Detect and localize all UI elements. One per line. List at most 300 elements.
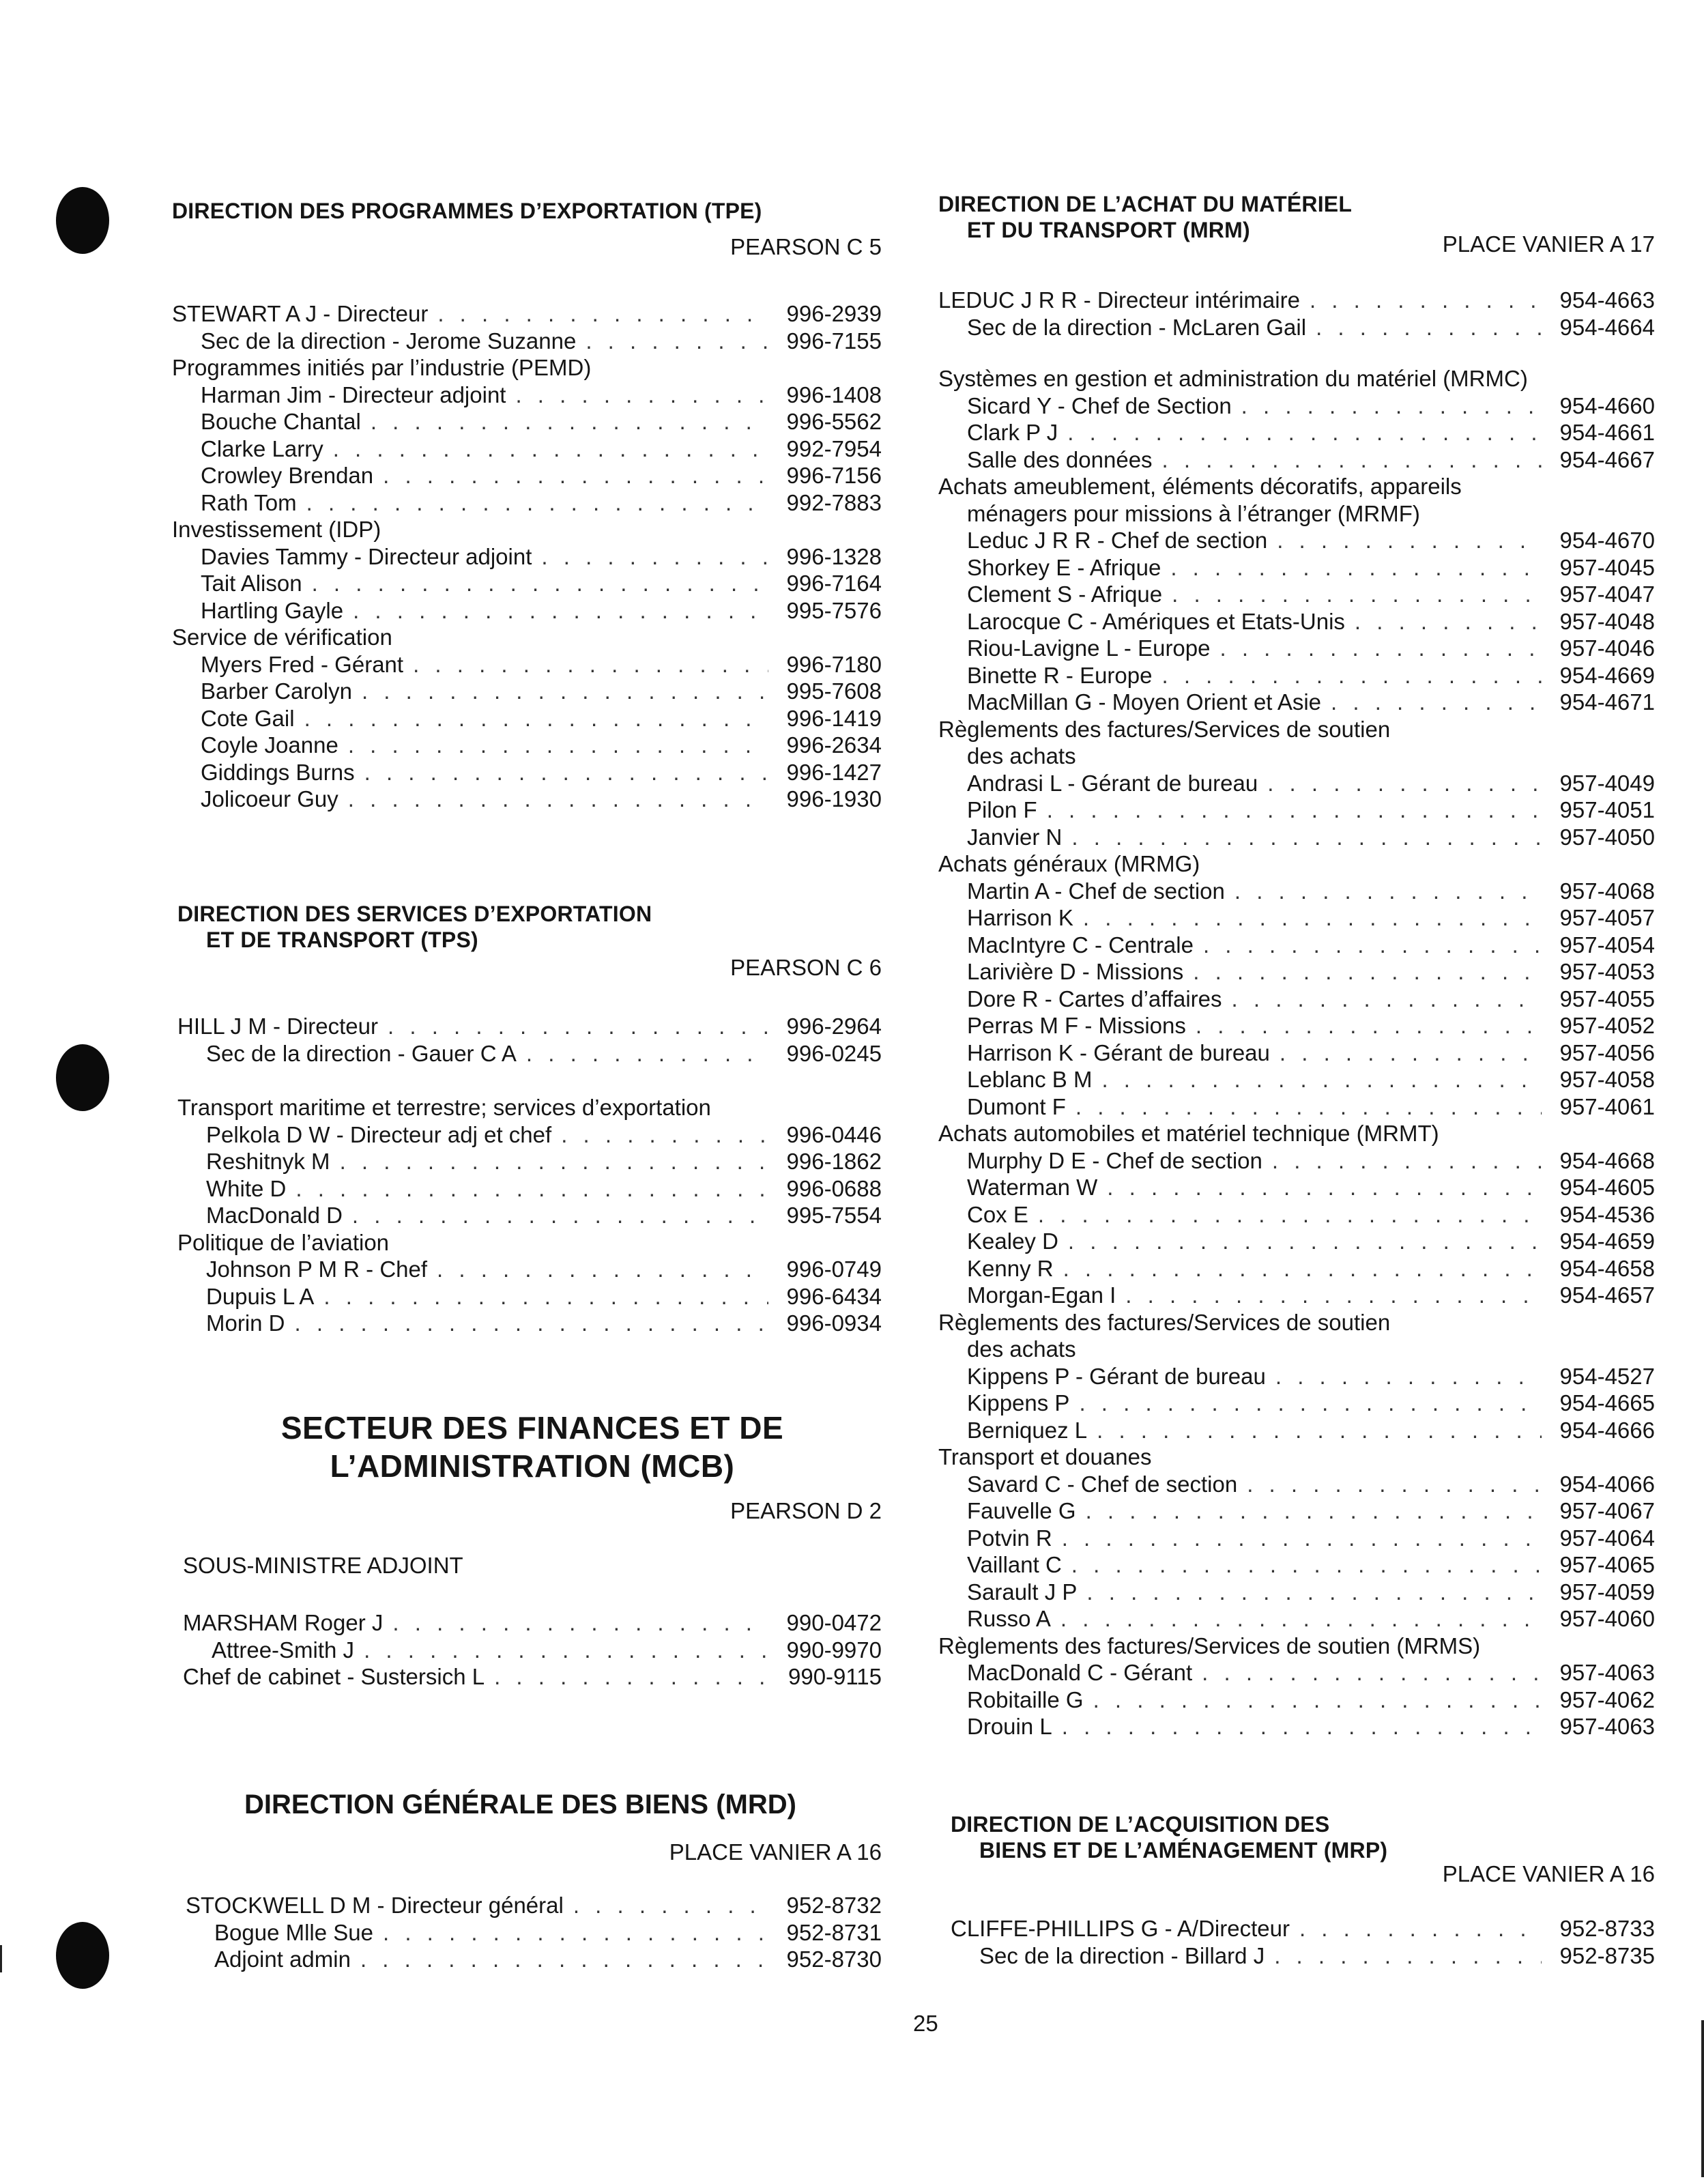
- dot-leader: [1101, 1066, 1542, 1093]
- entry-name: CLIFFE-PHILLIPS G - A/Directeur: [951, 1916, 1290, 1941]
- entry-phone: 996-0934: [786, 1310, 882, 1336]
- entry-phone: 954-4667: [1559, 446, 1655, 472]
- dot-leader: [1232, 986, 1542, 1013]
- group-heading: Achats automobiles et matériel technique (MRMT): [938, 1121, 1439, 1146]
- entry-name: Cote Gail: [201, 705, 295, 731]
- section-location: PEARSON C 6: [730, 955, 882, 980]
- dot-leader: [1280, 1039, 1542, 1067]
- section-location: PLACE VANIER A 16: [1442, 1861, 1655, 1886]
- entry-name: Larivière D - Missions: [967, 959, 1184, 984]
- section-mrm: [938, 191, 1655, 1740]
- directory-entry: [938, 689, 1655, 716]
- directory-entry: [938, 554, 1655, 581]
- group-heading: Règlements des factures/Services de soutien des achats: [938, 716, 1391, 768]
- entry-phone: 957-4059: [1559, 1579, 1655, 1605]
- entry-name: Harrison K: [967, 905, 1073, 930]
- dot-leader: [541, 543, 768, 571]
- directory-entry: [938, 1363, 1655, 1390]
- entry-phone: 995-7576: [786, 597, 882, 623]
- directory-entry: [938, 1390, 1655, 1417]
- entry-name: Berniquez L: [967, 1417, 1088, 1443]
- section-title: DIRECTION DES SERVICES D’EXPORTATION ET DE TRANSPORT (TPS): [177, 902, 652, 952]
- section-mrp: [951, 1811, 1655, 1969]
- directory-list: [186, 1892, 882, 1973]
- entry-name: White D: [206, 1175, 287, 1201]
- entry-name: Perras M F - Missions: [967, 1013, 1186, 1038]
- dot-leader: [312, 570, 768, 597]
- dot-leader: [392, 1609, 768, 1637]
- entry-phone: 957-4063: [1559, 1660, 1655, 1685]
- dot-leader: [306, 489, 768, 517]
- dot-leader: [333, 435, 768, 463]
- dot-leader: [1193, 958, 1542, 986]
- directory-entry: [938, 1579, 1655, 1606]
- dot-leader: [388, 1013, 768, 1040]
- directory-entry: [172, 786, 882, 813]
- group-heading: Transport et douanes: [938, 1444, 1152, 1469]
- section-location: PEARSON C 5: [730, 234, 882, 259]
- directory-entry: [938, 770, 1655, 797]
- entry-phone: 996-1328: [786, 543, 882, 569]
- entry-phone: 954-4536: [1559, 1201, 1655, 1227]
- entry-name: Chef de cabinet - Sustersich L: [183, 1664, 485, 1689]
- entry-name: Salle des données: [967, 446, 1153, 472]
- dot-leader: [1355, 608, 1542, 635]
- entry-name: Bouche Chantal: [201, 409, 361, 434]
- dot-leader: [1107, 1174, 1542, 1201]
- directory-entry: [938, 446, 1655, 474]
- section-title: DIRECTION DE L’ACQUISITION DES BIENS ET DE L’AMÉNAGEMENT (MRP): [951, 1812, 1388, 1863]
- entry-phone: 996-7164: [786, 571, 882, 596]
- scan-edge-mark: [0, 1945, 2, 1972]
- entry-phone: 954-4663: [1559, 287, 1655, 313]
- directory-entry: [938, 635, 1655, 662]
- directory-entry: [172, 570, 882, 597]
- dot-leader: [383, 1919, 768, 1946]
- entry-phone: 990-9970: [786, 1637, 882, 1663]
- entry-name: Kenny R: [967, 1255, 1054, 1281]
- group-heading: Transport maritime et terrestre; services d’exportation: [177, 1095, 711, 1120]
- entry-phone: 954-4664: [1559, 314, 1655, 340]
- entry-phone: 996-6434: [786, 1283, 882, 1309]
- entry-phone: 954-4657: [1559, 1282, 1655, 1308]
- directory-entry: [172, 462, 882, 489]
- directory-entry: [938, 1686, 1655, 1714]
- entry-name: Sec de la direction - Billard J: [979, 1942, 1265, 1968]
- entry-phone: 957-4046: [1559, 635, 1655, 661]
- directory-entry: [938, 1228, 1655, 1255]
- entry-name: Russo A: [967, 1606, 1051, 1631]
- entry-phone: 996-2939: [786, 301, 882, 326]
- directory-entry: [172, 300, 882, 328]
- directory-entry: [938, 1713, 1655, 1740]
- section-location: PEARSON D 2: [730, 1498, 882, 1523]
- entry-name: Morgan-Egan I: [967, 1282, 1116, 1308]
- entry-name: Myers Fred - Gérant: [201, 651, 404, 677]
- dot-leader: [1162, 446, 1542, 474]
- dot-leader: [1234, 878, 1542, 905]
- directory-entry: [172, 759, 882, 786]
- entry-phone: 996-1408: [786, 382, 882, 407]
- directory-entry: [938, 958, 1655, 986]
- directory-entry: [938, 1093, 1655, 1121]
- dot-leader: [1125, 1282, 1542, 1309]
- directory-entry: [172, 328, 882, 355]
- entry-name: Sec de la direction - Jerome Suzanne: [201, 328, 577, 354]
- entry-name: Robitaille G: [967, 1686, 1084, 1712]
- directory-entry: [938, 1012, 1655, 1039]
- entry-name: Andrasi L - Gérant de bureau: [967, 770, 1258, 796]
- group-heading: Règlements des factures/Services de soutien (MRMS): [938, 1633, 1481, 1658]
- entry-phone: 957-4063: [1559, 1714, 1655, 1739]
- entry-phone: 996-0245: [786, 1040, 882, 1066]
- entry-phone: 957-4054: [1559, 932, 1655, 958]
- entry-name: Pelkola D W - Directeur adj et chef: [206, 1121, 552, 1147]
- entry-name: Drouin L: [967, 1714, 1052, 1739]
- entry-phone: 954-4605: [1559, 1175, 1655, 1200]
- entry-phone: 957-4065: [1559, 1552, 1655, 1577]
- entry-name: Bogue Mlle Sue: [214, 1919, 373, 1945]
- entry-name: Dupuis L A: [206, 1283, 315, 1309]
- directory-entry: [938, 392, 1655, 420]
- directory-entry: [183, 1609, 882, 1637]
- entry-name: Kippens P - Gérant de bureau: [967, 1363, 1266, 1389]
- dot-leader: [364, 1637, 768, 1664]
- section-title: DIRECTION DE L’ACHAT DU MATÉRIEL ET DU TRANSPORT (MRM): [938, 192, 1353, 242]
- entry-phone: 954-4666: [1559, 1417, 1655, 1443]
- entry-phone: 954-4669: [1559, 662, 1655, 688]
- entry-name: Clarke Larry: [201, 435, 323, 461]
- section-title: DIRECTION DES PROGRAMMES D’EXPORTATION (TPE): [172, 199, 762, 223]
- dot-leader: [1060, 1605, 1542, 1633]
- entry-phone: 952-8733: [1559, 1916, 1655, 1941]
- entry-phone: 996-1419: [786, 705, 882, 731]
- dot-leader: [1220, 635, 1542, 662]
- dot-leader: [1274, 1942, 1542, 1970]
- dot-leader: [1047, 796, 1542, 824]
- entry-name: Kealey D: [967, 1228, 1058, 1254]
- entry-phone: 957-4064: [1559, 1525, 1655, 1551]
- dot-leader: [1093, 1686, 1542, 1714]
- directory-entry: [938, 1551, 1655, 1579]
- dot-leader: [1097, 1417, 1542, 1444]
- directory-entry: [938, 878, 1655, 905]
- dot-leader: [437, 300, 768, 328]
- directory-entry: [186, 1892, 882, 1919]
- entry-phone: 992-7954: [786, 435, 882, 461]
- group-heading: Service de vérification: [172, 624, 392, 650]
- entry-name: Morin D: [206, 1310, 285, 1336]
- dot-leader: [1068, 1228, 1542, 1255]
- directory-entry: [938, 932, 1655, 959]
- entry-phone: 954-4660: [1559, 392, 1655, 418]
- directory-entry: [938, 1605, 1655, 1633]
- binder-hole: [56, 1044, 109, 1111]
- dot-leader: [353, 597, 768, 624]
- directory-entry: [938, 1039, 1655, 1067]
- entry-name: Cox E: [967, 1201, 1028, 1227]
- dot-leader: [340, 1148, 768, 1175]
- section-tpe: [172, 198, 882, 813]
- dot-leader: [1196, 1012, 1542, 1039]
- entry-phone: 957-4068: [1559, 878, 1655, 904]
- entry-phone: 957-4045: [1559, 554, 1655, 580]
- dot-leader: [383, 462, 768, 489]
- page-number: 25: [913, 2011, 938, 2036]
- entry-phone: 996-0446: [786, 1121, 882, 1147]
- directory-entry: [938, 287, 1655, 314]
- dot-leader: [348, 786, 768, 813]
- entry-name: Leblanc B M: [967, 1067, 1093, 1092]
- entry-name: Pilon F: [967, 797, 1037, 822]
- entry-name: Rath Tom: [201, 489, 297, 515]
- entry-phone: 954-4658: [1559, 1255, 1655, 1281]
- directory-entry: [938, 1201, 1655, 1228]
- entry-phone: 954-4659: [1559, 1228, 1655, 1254]
- entry-name: MacIntyre C - Centrale: [967, 932, 1194, 958]
- dot-leader: [1038, 1201, 1542, 1228]
- dot-leader: [1079, 1390, 1542, 1417]
- directory-entry: [938, 986, 1655, 1013]
- directory-entry: [938, 1471, 1655, 1498]
- entry-phone: 990-0472: [786, 1610, 882, 1635]
- dot-leader: [1275, 1363, 1542, 1390]
- directory-entry: [177, 1310, 882, 1337]
- dot-leader: [348, 732, 768, 759]
- entry-phone: 957-4050: [1559, 824, 1655, 850]
- directory-entry: [172, 408, 882, 435]
- entry-phone: 952-8732: [786, 1893, 882, 1918]
- entry-phone: 957-4055: [1559, 986, 1655, 1011]
- dot-leader: [1063, 1255, 1542, 1282]
- entry-name: HILL J M - Directeur: [177, 1014, 379, 1039]
- entry-name: Coyle Joanne: [201, 732, 338, 758]
- directory-entry: [938, 1147, 1655, 1175]
- dot-leader: [1247, 1471, 1542, 1498]
- directory-entry: [186, 1919, 882, 1946]
- entry-name: Harman Jim - Directeur adjoint: [201, 382, 506, 407]
- directory-entry: [938, 608, 1655, 635]
- directory-entry: [177, 1121, 882, 1149]
- directory-entry: [938, 904, 1655, 932]
- entry-phone: 990-9115: [788, 1664, 882, 1689]
- directory-entry: [938, 1066, 1655, 1093]
- directory-entry: [183, 1637, 882, 1664]
- entry-phone: 957-4060: [1559, 1606, 1655, 1631]
- directory-entry: [938, 1255, 1655, 1282]
- entry-name: Vaillant C: [967, 1552, 1062, 1577]
- entry-name: Clement S - Afrique: [967, 581, 1163, 607]
- entry-name: LEDUC J R R - Directeur intérimaire: [938, 287, 1300, 313]
- entry-phone: 996-0749: [786, 1256, 882, 1282]
- entry-phone: 957-4049: [1559, 770, 1655, 796]
- dot-leader: [526, 1040, 768, 1067]
- dot-leader: [1071, 1551, 1542, 1579]
- directory-entry: [938, 314, 1655, 341]
- group-heading: Investissement (IDP): [172, 517, 381, 542]
- directory-entry: [938, 824, 1655, 851]
- directory-entry: [172, 489, 882, 517]
- entry-name: Larocque C - Amériques et Etats-Unis: [967, 608, 1345, 634]
- directory-list: [177, 1013, 882, 1067]
- entry-name: Fauvelle G: [967, 1498, 1076, 1523]
- dot-leader: [1086, 1497, 1542, 1525]
- entry-phone: 996-1862: [786, 1149, 882, 1174]
- dot-leader: [1067, 419, 1542, 446]
- directory-entry: [172, 678, 882, 705]
- entry-name: Giddings Burns: [201, 759, 355, 785]
- directory-entry: [177, 1202, 882, 1229]
- entry-phone: 957-4067: [1559, 1498, 1655, 1523]
- entry-phone: 954-4665: [1559, 1390, 1655, 1416]
- dot-leader: [1172, 581, 1542, 608]
- entry-name: Janvier N: [967, 824, 1063, 850]
- directory-entry: [938, 581, 1655, 608]
- dot-leader: [573, 1892, 768, 1919]
- entry-phone: 996-2634: [786, 732, 882, 758]
- directory-entry: [951, 1942, 1655, 1970]
- directory-entry: [938, 1417, 1655, 1444]
- entry-name: Crowley Brendan: [201, 463, 374, 488]
- entry-name: Martin A - Chef de section: [967, 878, 1225, 904]
- directory-list: [938, 287, 1655, 341]
- entry-name: Johnson P M R - Chef: [206, 1256, 428, 1282]
- entry-name: MacDonald C - Gérant: [967, 1660, 1193, 1685]
- section-location: PLACE VANIER A 17: [1442, 231, 1655, 257]
- entry-phone: 996-1427: [786, 759, 882, 785]
- entry-name: Dore R - Cartes d’affaires: [967, 986, 1222, 1011]
- dot-leader: [1203, 932, 1542, 959]
- section-location: PLACE VANIER A 16: [669, 1839, 882, 1865]
- entry-phone: 952-8735: [1559, 1942, 1655, 1968]
- entry-name: Attree-Smith J: [212, 1637, 355, 1663]
- directory-entry: [177, 1256, 882, 1283]
- entry-name: MacDonald D: [206, 1203, 343, 1228]
- directory-entry: [951, 1915, 1655, 1942]
- entry-phone: 957-4051: [1559, 797, 1655, 822]
- entry-name: Sicard Y - Chef de Section: [967, 392, 1232, 418]
- entry-name: Barber Carolyn: [201, 678, 352, 704]
- dot-leader: [1331, 689, 1542, 716]
- entry-phone: 996-1930: [786, 786, 882, 811]
- entry-phone: 992-7883: [786, 489, 882, 515]
- entry-phone: 996-2964: [786, 1014, 882, 1039]
- section-subtitle: SOUS-MINISTRE ADJOINT: [183, 1553, 463, 1578]
- dot-leader: [352, 1202, 768, 1229]
- dot-leader: [1202, 1659, 1542, 1686]
- directory-entry: [177, 1148, 882, 1175]
- entry-name: MARSHAM Roger J: [183, 1610, 384, 1635]
- entry-phone: 954-4670: [1559, 528, 1655, 553]
- group-heading: Politique de l’aviation: [177, 1229, 390, 1255]
- directory-entry: [938, 796, 1655, 824]
- dot-leader: [413, 651, 768, 678]
- dot-leader: [295, 1310, 768, 1337]
- entry-name: Sec de la direction - McLaren Gail: [967, 314, 1307, 340]
- directory-list: [177, 1094, 882, 1337]
- entry-name: Clark P J: [967, 420, 1058, 445]
- dot-leader: [515, 382, 768, 409]
- entry-name: Sarault J P: [967, 1579, 1078, 1605]
- entry-name: Davies Tammy - Directeur adjoint: [201, 543, 532, 569]
- directory-entry: [172, 435, 882, 463]
- section-title: DIRECTION GÉNÉRALE DES BIENS (MRD): [244, 1790, 796, 1820]
- dot-leader: [1241, 392, 1542, 420]
- dot-leader: [1310, 287, 1542, 314]
- directory-entry: [172, 382, 882, 409]
- dot-leader: [323, 1283, 768, 1310]
- entry-phone: 954-4661: [1559, 420, 1655, 445]
- directory-entry: [183, 1663, 882, 1691]
- entry-phone: 952-8730: [786, 1946, 882, 1972]
- entry-phone: 952-8731: [786, 1919, 882, 1945]
- entry-phone: 954-4527: [1559, 1363, 1655, 1389]
- binder-hole: [56, 1922, 109, 1989]
- dot-leader: [364, 759, 768, 786]
- entry-name: Potvin R: [967, 1525, 1052, 1551]
- directory-entry: [172, 705, 882, 732]
- entry-phone: 954-4668: [1559, 1147, 1655, 1173]
- section-mrd: [186, 1788, 882, 1973]
- entry-phone: 995-7608: [786, 678, 882, 704]
- dot-leader: [586, 328, 768, 355]
- dot-leader: [1267, 770, 1542, 797]
- directory-list: [951, 1915, 1655, 1969]
- directory-entry: [938, 419, 1655, 446]
- entry-name: Binette R - Europe: [967, 662, 1153, 688]
- directory-list: [172, 300, 882, 813]
- entry-phone: 957-4062: [1559, 1686, 1655, 1712]
- directory-entry: [938, 1174, 1655, 1201]
- group-heading: Programmes initiés par l’industrie (PEMD): [172, 355, 592, 380]
- dot-leader: [371, 408, 768, 435]
- dot-leader: [1083, 904, 1542, 932]
- entry-name: Murphy D E - Chef de section: [967, 1147, 1262, 1173]
- group-heading: Règlements des factures/Services de soutien des achats: [938, 1309, 1391, 1362]
- entry-phone: 996-7155: [786, 328, 882, 354]
- entry-name: Jolicoeur Guy: [201, 786, 338, 811]
- dot-leader: [437, 1256, 768, 1283]
- section-mcb: [183, 1409, 882, 1691]
- directory-entry: [938, 662, 1655, 689]
- entry-name: Sec de la direction - Gauer C A: [206, 1040, 517, 1066]
- entry-phone: 957-4056: [1559, 1039, 1655, 1065]
- entry-name: Adjoint admin: [214, 1946, 351, 1972]
- dot-leader: [1062, 1525, 1542, 1552]
- entry-name: Reshitnyk M: [206, 1149, 330, 1174]
- entry-name: Shorkey E - Afrique: [967, 554, 1161, 580]
- entry-phone: 957-4052: [1559, 1013, 1655, 1038]
- group-heading: Achats ameublement, éléments décoratifs, appareils ménagers pour missions à l’étranger (MRMF): [938, 474, 1462, 526]
- directory-entry: [172, 651, 882, 678]
- dot-leader: [1086, 1579, 1542, 1606]
- directory-entry: [177, 1175, 882, 1203]
- entry-name: STOCKWELL D M - Directeur général: [186, 1893, 564, 1918]
- entry-phone: 996-7180: [786, 651, 882, 677]
- directory-entry: [172, 732, 882, 759]
- directory-entry: [938, 1525, 1655, 1552]
- dot-leader: [561, 1121, 768, 1149]
- entry-phone: 954-4671: [1559, 689, 1655, 715]
- directory-entry: [172, 543, 882, 571]
- entry-name: Savard C - Chef de section: [967, 1471, 1238, 1497]
- dot-leader: [1272, 1147, 1542, 1175]
- entry-name: Kippens P: [967, 1390, 1070, 1416]
- dot-leader: [1170, 554, 1542, 581]
- entry-name: Tait Alison: [201, 571, 302, 596]
- directory-entry: [186, 1946, 882, 1973]
- dot-leader: [360, 1946, 768, 1973]
